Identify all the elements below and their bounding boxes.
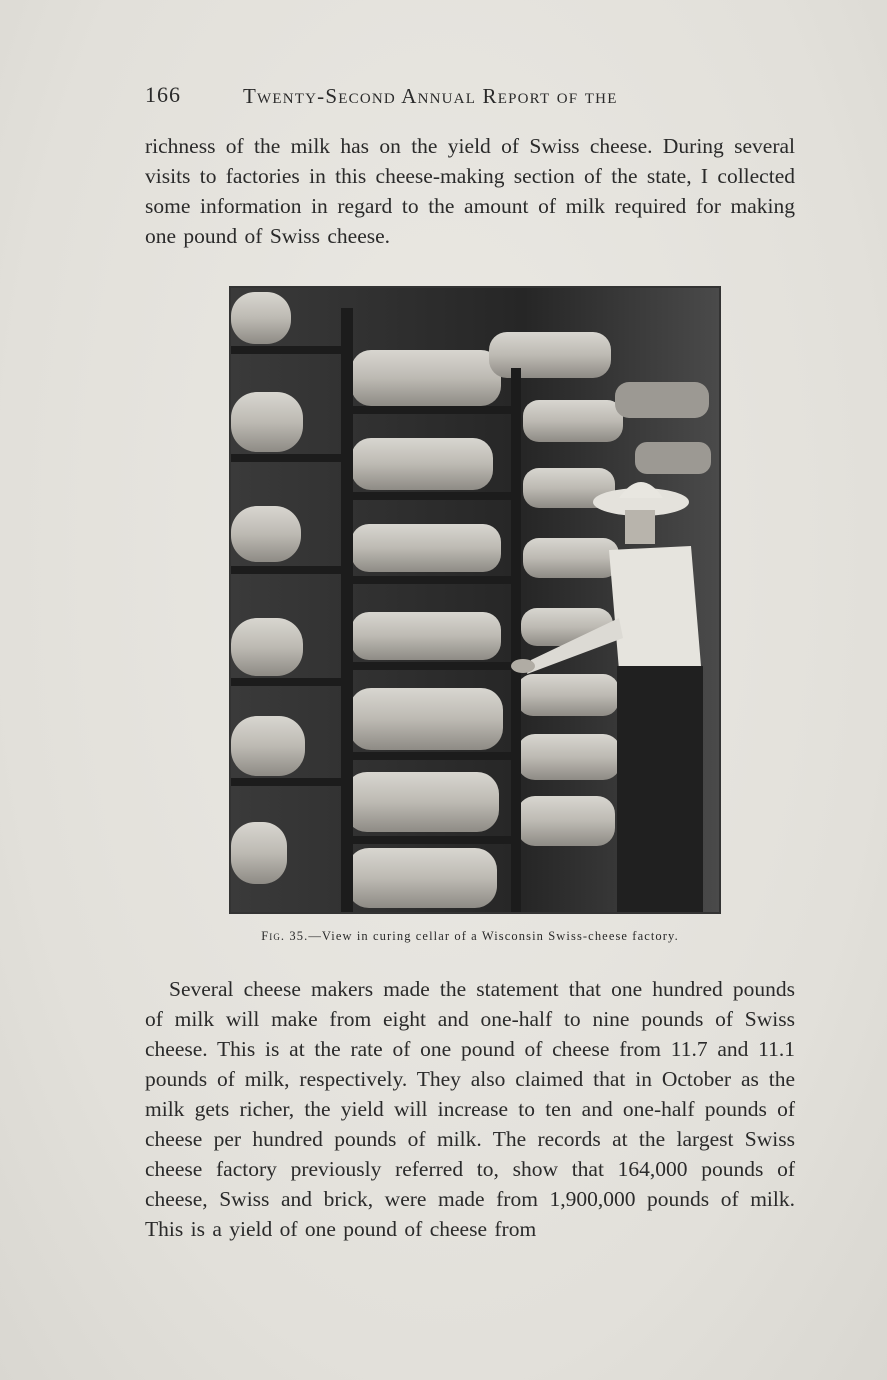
- running-head: Twenty-Second Annual Report of the: [243, 84, 618, 108]
- paragraph-2: Several cheese makers made the statement that one hundred pounds of milk will make from eight and one-half to nine pounds of Swiss cheese. This is at the rate of one pound of cheese from 11.7 and 11.1 pounds of milk, respectively. They also claimed that in October as the milk gets richer, the yield will increase to ten and one-half pounds of cheese per hundred pounds of milk. The records at the largest Swiss cheese factory previously referred to, show that 164,000 pounds of cheese, Swiss and brick, were made from 1,900,000 pounds of milk. This is a yield of one pound of cheese from: [145, 977, 795, 1241]
- page-number: 166: [145, 82, 181, 107]
- figure-caption-text: —View in curing cellar of a Wisconsin Swiss-cheese factory.: [308, 929, 679, 943]
- paragraph-1: richness of the milk has on the yield of Swiss cheese. During several visits to factories in this cheese-making section of the state, I collected some information in regard to the amount of milk required for making one pound of Swiss cheese.: [145, 134, 795, 248]
- cheese-cellar-photo: [231, 288, 719, 912]
- figure-photo: [229, 286, 721, 914]
- figure-label: Fig. 35.: [261, 929, 309, 943]
- page-header: [145, 82, 805, 114]
- figure-caption: [145, 929, 795, 944]
